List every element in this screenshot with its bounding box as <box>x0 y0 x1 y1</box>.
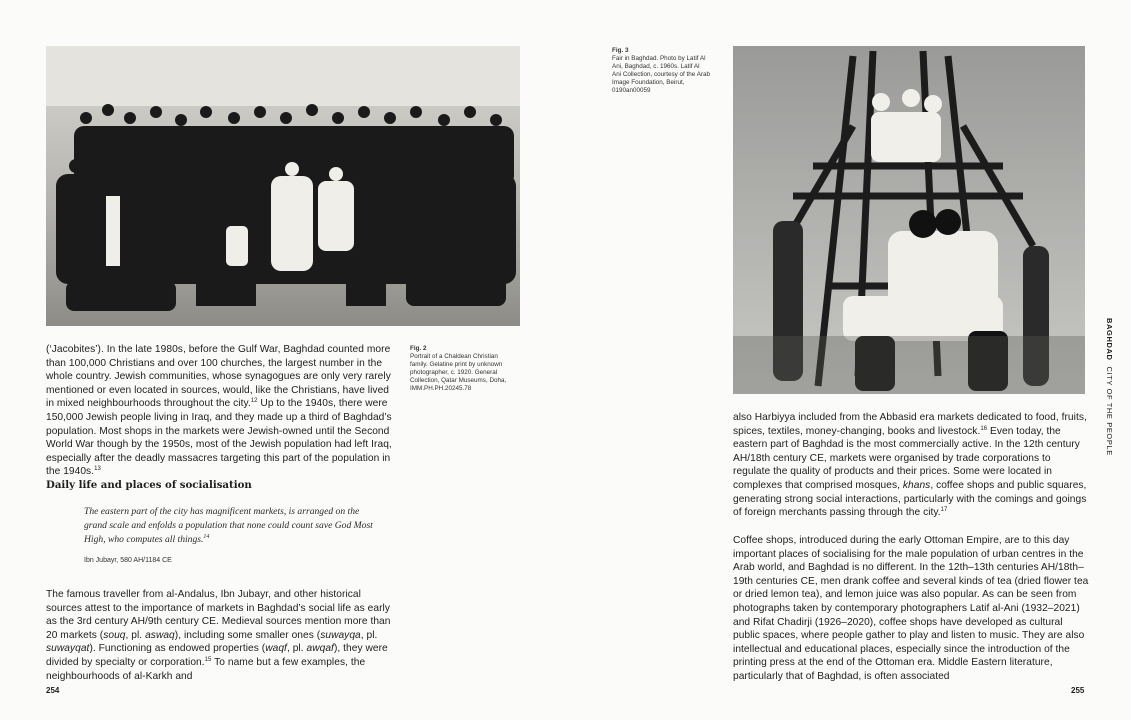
running-head <box>1105 318 1114 456</box>
right-column-text-2 <box>733 534 1089 684</box>
page-number: 255 <box>1071 686 1085 695</box>
running-head-title: CITY OF THE PEOPLE <box>1105 366 1114 456</box>
paragraph: also Harbiyya included from the Abbasid era markets dedicated to food, fruits, spices, textiles, money-changing, books and livestock.$^{16}$ Even today, the eastern part of Baghdad is the most commercially active. In the 12th century AH/18th century CE, markets were organised by trade corporations to regulate the quality of products and their prices. Some were located in complexes that comprised mosques, khans, coffee shops and public squares, generating strong social interactions, particularly with the comings and goings of foreign merchants passing through the city.$^{17}$ <box>733 412 1087 519</box>
figure-2-caption <box>410 345 510 393</box>
running-head-section: BAGHDAD <box>1105 318 1114 361</box>
left-column-text-2 <box>46 588 399 683</box>
figure-label: Fig. 2 <box>410 345 427 352</box>
footnote-ref[interactable]: 15 <box>204 656 212 663</box>
family-portrait-image <box>46 46 520 326</box>
footnote-ref[interactable]: 13 <box>94 466 101 473</box>
ferris-wheel-image <box>733 46 1085 394</box>
paragraph: The famous traveller from al-Andalus, Ibn Jubayr, and other historical sources attest to the importance of markets in Baghdad’s social life as early as the 3rd century AH/9th century CE. Medieval sources mention more than 20 markets (souq, pl. aswaq), including some smaller ones (suwayqa, pl. suwayqat). Functioning as endowed properties (waqf, pl. awqaf), they were divided by specialty or corporation.$^{15}$ To name but a few examples, the neighbourhoods of al-Karkh and <box>46 589 391 682</box>
figure-3-caption <box>612 47 710 95</box>
section-heading: Daily life and places of socialisation <box>46 479 252 491</box>
block-quote: The eastern part of the city has magnificent markets, is arranged on the grand scale and enfolds a population that none could count save God Most High, who computes all things.$^{14}$ <box>84 506 373 545</box>
figure-label: Fig. 3 <box>612 47 629 54</box>
figure-2-photo <box>46 46 520 326</box>
paragraph: Coffee shops, introduced during the early Ottoman Empire, are to this day important places of socialising for the male population of urban centres in the Arab world, and Baghdad is no different. In the 12th–13th centuries AH/18th–19th centuries CE, men drank coffee and several kinds of tea (dried flower tea or dried lemon tea), and lemon juice was also popular. As can be seen from photographs taken by contemporary photographers Latif al-Ani (1932–2021) and Rifat Chadirji (1926–2020), coffee shops have developed as cultural public spaces, where people gather to play and listen to music. They are also intellectual and educational places, especially since the introduction of the printing press at the end of the Ottoman era. Middle Eastern literature, particularly that of Baghdad, is often associated <box>733 535 1089 682</box>
figure-3-photo <box>733 46 1085 394</box>
caption-text: Fair in Baghdad. Photo by Latif Al Ani, Baghdad, c. 1960s. Latif Al Ani Collection, courtesy of the Arab Image Foundation, Beirut, 0190an00059 <box>612 55 711 94</box>
right-column-text <box>733 411 1089 520</box>
footnote-ref[interactable]: 16 <box>980 425 988 432</box>
quote-attribution: Ibn Jubayr, 580 AH/1184 CE <box>84 557 172 564</box>
footnote-ref[interactable]: 14 <box>203 534 210 540</box>
footnote-ref[interactable]: 17 <box>940 507 948 514</box>
paragraph: (‘Jacobites’). In the late 1980s, before the Gulf War, Baghdad counted more than 100,000 Christians and over 100 churches, the largest number in the whole country. Jewish communities, whose synagogues are only very rarely mentioned or even located in sources, would, like the Christians, have lived in mixed neighbourhoods throughout the city.$^{12}$ Up to the 1940s, there were 150,000 Jewish people living in Iraq, and they made up a third of Baghdad’s population. Most shops in the markets were Jewish-owned until the Second World War though by the 1950s, most of the Jewish population had left Iraq, especially after the deadly massacres targeting this part of the population in the 1940s.$^{13}$ <box>46 344 392 478</box>
footnote-ref[interactable]: 12 <box>250 398 258 405</box>
page-number: 254 <box>46 686 60 695</box>
caption-text: Portrait of a Chaldean Christian family. Gelatine print by unknown photographer, c. 1920. General Collection, Qatar Museums, Doha, IMM.PH.PH.20245.78 <box>410 353 507 392</box>
left-column-text <box>46 343 399 479</box>
